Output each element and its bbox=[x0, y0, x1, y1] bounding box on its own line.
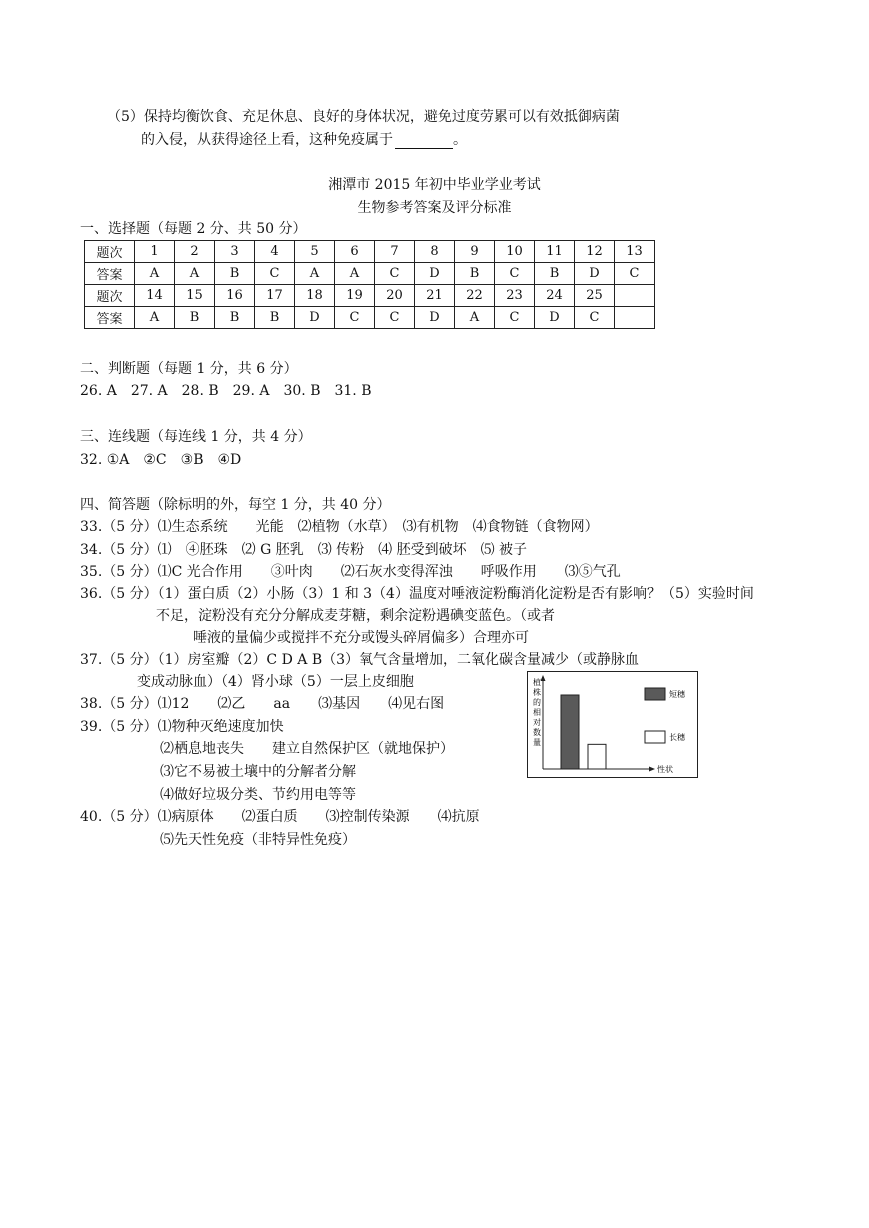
answer-table bbox=[84, 240, 655, 329]
table-cell: D bbox=[535, 307, 575, 329]
table-cell: C bbox=[375, 307, 415, 329]
answer-36-line2: 不足，淀粉没有充分分解成麦芽糖，剩余淀粉遇碘变蓝色。（或者 bbox=[156, 608, 555, 624]
table-cell: A bbox=[455, 307, 495, 329]
table-cell: 16 bbox=[215, 285, 255, 307]
legend-label: 短穗 bbox=[669, 690, 685, 699]
section3-answers: 32. ①A ②C ③B ④D bbox=[80, 452, 242, 468]
table-cell: C bbox=[255, 263, 295, 285]
answer-36-line3: 唾液的量偏少或搅拌不充分或馒头碎屑偏多）合理亦可 bbox=[193, 630, 529, 646]
legend-swatch bbox=[645, 688, 665, 700]
bar-short-ear bbox=[561, 695, 579, 769]
table-cell: C bbox=[375, 263, 415, 285]
question-5-line1: （5）保持均衡饮食、充足休息、良好的身体状况，避免过度劳累可以有效抵御病菌 bbox=[107, 109, 620, 125]
legend-label: 长穗 bbox=[669, 733, 685, 742]
table-cell bbox=[615, 285, 655, 307]
answer-35: 35.（5 分）⑴C 光合作用 ③叶肉 ⑵石灰水变得浑浊 呼吸作用 ⑶⑤气孔 bbox=[80, 564, 621, 580]
answer-40-line1: 40.（5 分）⑴病原体 ⑵蛋白质 ⑶控制传染源 ⑷抗原 bbox=[80, 809, 480, 825]
question-5-end: 。 bbox=[453, 132, 467, 148]
table-row-header: 答案 bbox=[85, 307, 135, 329]
answer-39-line4: ⑷做好垃圾分类、节约用电等等 bbox=[160, 787, 356, 803]
question-5-text: 的入侵，从获得途径上看，这种免疫属于 bbox=[141, 132, 393, 148]
table-cell: 22 bbox=[455, 285, 495, 307]
table-cell: 5 bbox=[295, 241, 335, 263]
answer-39-line2: ⑵栖息地丧失 建立自然保护区（就地保护） bbox=[160, 741, 454, 757]
table-cell: 3 bbox=[215, 241, 255, 263]
table-cell: 9 bbox=[455, 241, 495, 263]
chart-frame bbox=[528, 672, 698, 778]
answer-36-line1: 36.（5 分）（1）蛋白质（2）小肠（3）1 和 3（4）温度对唾液淀粉酶消化淀粉是否有影响？（5）实验时间 bbox=[80, 586, 754, 602]
table-cell: C bbox=[575, 307, 615, 329]
table-cell: 12 bbox=[575, 241, 615, 263]
y-axis-label: 植株的相对数量 bbox=[533, 678, 541, 747]
table-row-header: 题次 bbox=[85, 285, 135, 307]
table-cell: D bbox=[295, 307, 335, 329]
table-cell: 10 bbox=[495, 241, 535, 263]
x-axis-label: 性状 bbox=[657, 765, 673, 774]
table-cell: 4 bbox=[255, 241, 295, 263]
question-5-line2 bbox=[141, 131, 467, 149]
answer-blank bbox=[395, 134, 453, 149]
table-row bbox=[85, 285, 655, 307]
table-cell: C bbox=[335, 307, 375, 329]
table-cell: 25 bbox=[575, 285, 615, 307]
table-cell: A bbox=[135, 263, 175, 285]
table-cell bbox=[615, 307, 655, 329]
table-cell: 24 bbox=[535, 285, 575, 307]
table-cell: 1 bbox=[135, 241, 175, 263]
document-title: 湘潭市 2015 年初中毕业学业考试 bbox=[328, 177, 541, 193]
table-cell: A bbox=[295, 263, 335, 285]
table-cell: D bbox=[415, 307, 455, 329]
table-row-header: 答案 bbox=[85, 263, 135, 285]
answer-40-line2: ⑸先天性免疫（非特异性免疫） bbox=[160, 832, 356, 848]
table-cell: 19 bbox=[335, 285, 375, 307]
table-cell: 17 bbox=[255, 285, 295, 307]
table-cell: 18 bbox=[295, 285, 335, 307]
table-cell: 13 bbox=[615, 241, 655, 263]
table-cell: B bbox=[215, 263, 255, 285]
answer-39-line3: ⑶它不易被土壤中的分解者分解 bbox=[160, 764, 356, 780]
table-cell: 21 bbox=[415, 285, 455, 307]
table-row bbox=[85, 307, 655, 329]
table-cell: A bbox=[135, 307, 175, 329]
section3-title: 三、连线题（每连线 1 分，共 4 分） bbox=[80, 429, 312, 445]
table-cell: B bbox=[175, 307, 215, 329]
answer-33: 33.（5 分）⑴生态系统 光能 ⑵植物（水草） ⑶有机物 ⑷食物链（食物网） bbox=[80, 519, 599, 535]
table-row bbox=[85, 241, 655, 263]
table-cell: B bbox=[255, 307, 295, 329]
table-cell: 15 bbox=[175, 285, 215, 307]
table-cell: 6 bbox=[335, 241, 375, 263]
table-cell: B bbox=[215, 307, 255, 329]
table-cell: D bbox=[575, 263, 615, 285]
section2-answers: 26. A 27. A 28. B 29. A 30. B 31. B bbox=[80, 383, 372, 399]
table-row-header: 题次 bbox=[85, 241, 135, 263]
table-cell: A bbox=[175, 263, 215, 285]
section4-title: 四、简答题（除标明的外，每空 1 分，共 40 分） bbox=[80, 497, 391, 513]
table-row bbox=[85, 263, 655, 285]
table-cell: C bbox=[495, 263, 535, 285]
table-cell: C bbox=[495, 307, 535, 329]
table-cell: 8 bbox=[415, 241, 455, 263]
section1-title: 一、选择题（每题 2 分、共 50 分） bbox=[80, 221, 307, 237]
legend-swatch bbox=[645, 731, 665, 743]
table-cell: 2 bbox=[175, 241, 215, 263]
table-cell: 14 bbox=[135, 285, 175, 307]
answer-37-line1: 37.（5 分）（1）房室瓣（2）C D A B（3）氧气含量增加，二氧化碳含量减少（或静脉血 bbox=[80, 652, 640, 668]
table-cell: 7 bbox=[375, 241, 415, 263]
answer-34: 34.（5 分）⑴ ④胚珠 ⑵ G 胚乳 ⑶ 传粉 ⑷ 胚受到破坏 ⑸ 被子 bbox=[80, 542, 528, 558]
table-cell: B bbox=[535, 263, 575, 285]
table-cell: A bbox=[335, 263, 375, 285]
section2-title: 二、判断题（每题 1 分，共 6 分） bbox=[80, 361, 298, 377]
table-cell: C bbox=[615, 263, 655, 285]
trait-bar-chart bbox=[527, 671, 698, 778]
answer-37-line2: 变成动脉血）（4）肾小球（5）一层上皮细胞 bbox=[137, 674, 414, 690]
answer-38: 38.（5 分）⑴12 ⑵乙 aa ⑶基因 ⑷见右图 bbox=[80, 696, 445, 712]
document-subtitle: 生物参考答案及评分标准 bbox=[357, 200, 512, 216]
bar-long-ear bbox=[588, 744, 606, 769]
table-cell: 20 bbox=[375, 285, 415, 307]
table-cell: 23 bbox=[495, 285, 535, 307]
answer-39-line1: 39.（5 分）⑴物种灭绝速度加快 bbox=[80, 719, 284, 735]
table-cell: 11 bbox=[535, 241, 575, 263]
table-cell: B bbox=[455, 263, 495, 285]
table-cell: D bbox=[415, 263, 455, 285]
